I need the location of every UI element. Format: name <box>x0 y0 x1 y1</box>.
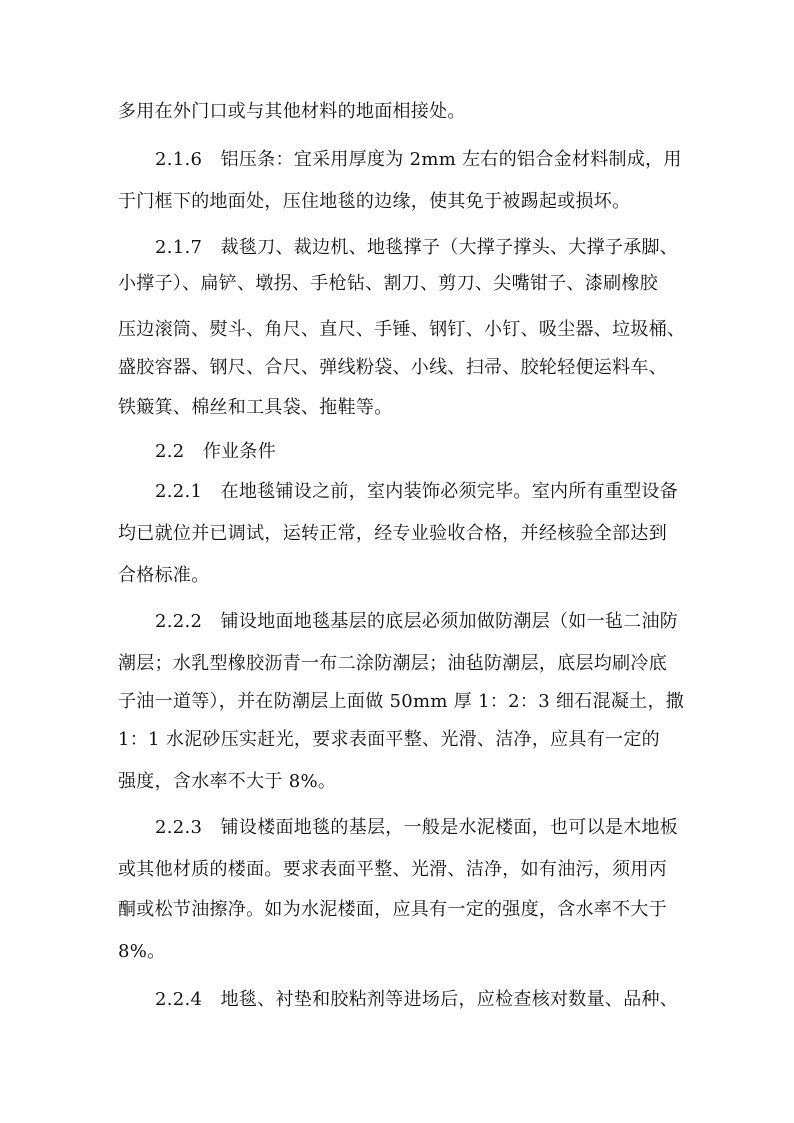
text-line: 于门框下的地面处，压住地毯的边缘，使其免于被踢起或损坏。 <box>118 191 631 212</box>
text-line: 小撑子）、扁铲、墩拐、手枪钻、割刀、剪刀、尖嘴钳子、漆刷橡胶 <box>118 273 658 294</box>
text-line: 盛胶容器、钢尺、合尺、弹线粉袋、小线、扫帚、胶轮轻便运料车、 <box>118 357 667 378</box>
text-line: 压边滚筒、熨斗、角尺、直尺、手锤、钢钉、小钉、吸尘器、垃圾桶、 <box>118 319 686 340</box>
text-line: 铁簸箕、棉丝和工具袋、拖鞋等。 <box>118 397 393 418</box>
text-line: 或其他材质的楼面。要求表面平整、光滑、洁净，如有油污，须用丙 <box>118 859 667 880</box>
text-line: 子油一道等），并在防潮层上面做 50mm 厚 1：2：3 细石混凝土，撒 <box>118 691 685 712</box>
text-line: 均已就位并已调试，运转正常，经专业验收合格，并经核验全部达到 <box>118 523 667 544</box>
text-line: 多用在外门口或与其他材料的地面相接处。 <box>118 101 466 122</box>
text-line: 合格标准。 <box>118 565 210 586</box>
text-line: 酮或松节油擦净。如为水泥楼面，应具有一定的强度，含水率不大于 <box>118 899 667 920</box>
text-line: 强度，含水率不大于 8%。 <box>118 771 337 792</box>
section-2-2-heading: 2.2 作业条件 <box>155 441 277 462</box>
text-line: 潮层；水乳型橡胶沥青一布二涂防潮层；油毡防潮层，底层均刷冷底 <box>118 653 667 674</box>
section-2-2-2-heading-line: 2.2.2 铺设地面地毯基层的底层必须加做防潮层（如一毡二油防 <box>155 611 679 632</box>
section-2-1-7-heading-line: 2.1.7 裁毯刀、裁边机、地毯撑子（大撑子撑头、大撑子承脚、 <box>155 237 679 258</box>
text-line: 1：1 水泥砂压实赶光，要求表面平整、光滑、洁净，应具有一定的 <box>118 729 660 750</box>
section-2-2-1-heading-line: 2.2.1 在地毯铺设之前，室内装饰必须完毕。室内所有重型设备 <box>155 481 679 502</box>
section-2-2-3-heading-line: 2.2.3 铺设楼面地毯的基层，一般是水泥楼面，也可以是木地板 <box>155 817 679 838</box>
text-line: 8%。 <box>118 941 166 962</box>
section-2-2-4-heading-line: 2.2.4 地毯、衬垫和胶粘剂等进场后，应检查核对数量、品种、 <box>155 989 679 1010</box>
section-2-1-6-heading-line: 2.1.6 铝压条：宜采用厚度为 2mm 左右的铝合金材料制成，用 <box>155 149 682 170</box>
